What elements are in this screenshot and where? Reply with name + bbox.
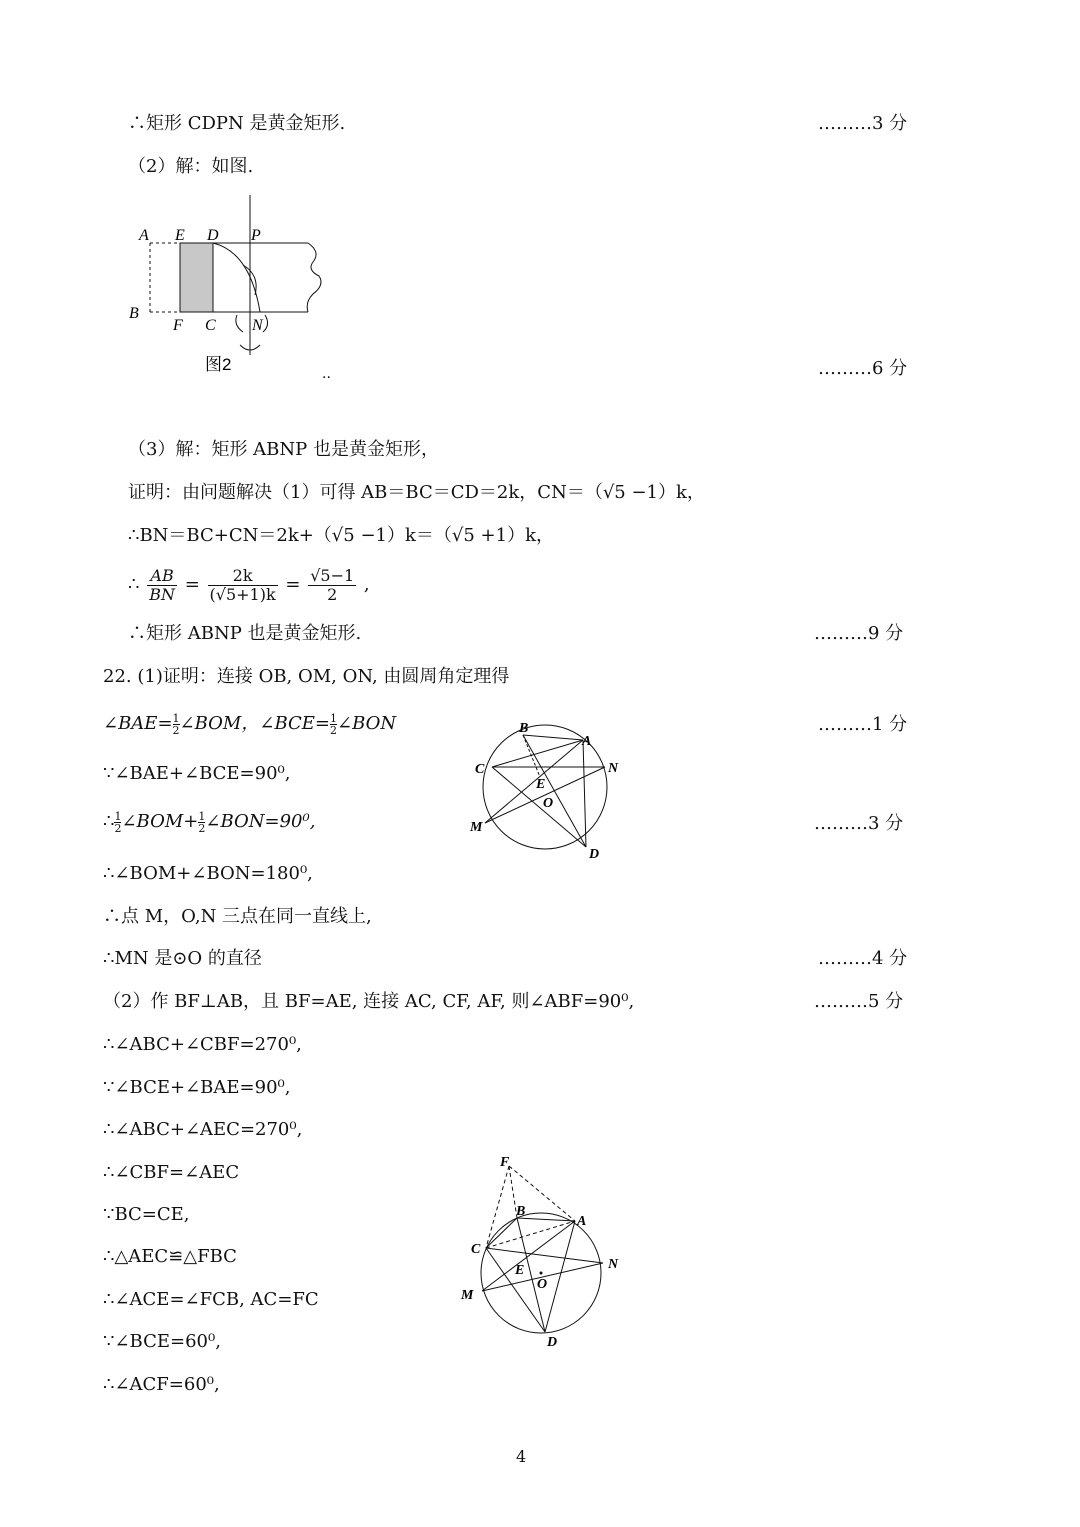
angle-relation-line xyxy=(103,712,396,736)
angle-bon-eq: ∠BON=90⁰, xyxy=(205,811,316,832)
equals-sign-1: = xyxy=(184,574,200,595)
diameter-line: ∴MN 是⊙O 的直径 xyxy=(103,948,262,969)
step-line-5: ∵BC=CE, xyxy=(103,1204,190,1225)
label-E3: E xyxy=(515,1263,525,1278)
label-O3: O xyxy=(537,1277,548,1292)
chord-ad xyxy=(583,740,586,847)
half-num: 1 xyxy=(198,809,206,823)
construction-arc-3 xyxy=(263,315,268,332)
half-num: 1 xyxy=(172,711,180,725)
half-fraction-2 xyxy=(330,713,337,736)
dots-mark: .. xyxy=(322,366,331,382)
label-P: P xyxy=(251,227,261,244)
label-E2: E xyxy=(536,777,546,792)
label-B3: B xyxy=(516,1204,526,1219)
step-line-6: ∴△AEC≌△FBC xyxy=(103,1246,237,1267)
therefore: ∴ xyxy=(103,811,115,832)
angle-bon: ∠BON xyxy=(337,713,397,734)
label-F3: F xyxy=(500,1155,510,1170)
fraction-2k xyxy=(208,567,278,604)
label-C2: C xyxy=(475,762,485,777)
equals-sign-2: = xyxy=(285,574,301,595)
label-A2: A xyxy=(582,734,592,749)
score-5: ………5 分 xyxy=(814,991,904,1012)
page-number: 4 xyxy=(516,1447,527,1466)
chord-mn xyxy=(485,767,605,823)
label-B2: B xyxy=(519,721,529,736)
half-num: 1 xyxy=(330,711,337,725)
therefore-sign: ∴ xyxy=(128,574,140,595)
label-E: E xyxy=(175,227,185,244)
step-line-1: ∴∠ABC+∠CBF=270⁰, xyxy=(103,1034,302,1055)
chord-ma xyxy=(485,740,583,823)
figure-caption: 图2 xyxy=(205,355,232,374)
part3-solution-line: （3）解：矩形 ABNP 也是黄金矩形， xyxy=(128,439,439,460)
sum-180-line: ∴∠BOM+∠BON=180⁰, xyxy=(103,863,313,884)
shaded-square xyxy=(180,243,213,312)
golden-rectangle-figure xyxy=(125,190,345,380)
numerator-2k: 2k xyxy=(208,567,278,586)
wavy-edge xyxy=(307,243,321,312)
proof-line-1: 证明：由问题解决（1）可得 AB＝BC＝CD＝2k，CN＝（√5 −1）k， xyxy=(128,482,705,503)
score-1: ………1 分 xyxy=(818,714,908,735)
half-fraction-1 xyxy=(173,713,180,736)
step-line-4: ∴∠CBF=∠AEC xyxy=(103,1162,240,1183)
chord-ba xyxy=(523,735,583,740)
label-O2: O xyxy=(543,796,554,811)
step-line-8: ∵∠BCE=60⁰, xyxy=(103,1331,221,1352)
denominator-2: 2 xyxy=(327,584,338,604)
denominator-bn: BN xyxy=(149,584,175,604)
denominator-root5-plus-1-k: (√5+1)k xyxy=(209,584,276,604)
numerator-ab: AB xyxy=(147,567,177,586)
fraction-ab-bn xyxy=(147,567,177,604)
center-dot xyxy=(540,1272,543,1275)
label-D: D xyxy=(207,227,219,244)
fraction-golden-ratio xyxy=(308,567,356,604)
numerator-root5-minus-1: √5−1 xyxy=(310,565,355,585)
score-3-a: ………3 分 xyxy=(818,113,908,134)
label-A: A xyxy=(139,227,149,244)
chord-ca xyxy=(492,740,583,767)
half-sum-line xyxy=(103,810,315,834)
score-9: ………9 分 xyxy=(814,623,904,644)
step-line-7: ∴∠ACE=∠FCB, AC=FC xyxy=(103,1289,319,1310)
label-N: N xyxy=(252,317,263,334)
dashed-bo xyxy=(523,735,540,777)
half-den: 2 xyxy=(198,821,206,835)
step-line-2: ∵∠BCE+∠BAE=90⁰, xyxy=(103,1077,291,1098)
dashed-fc xyxy=(486,1166,509,1248)
label-D2: D xyxy=(589,847,600,862)
half-den: 2 xyxy=(172,723,180,737)
collinear-line: ∴点 M，O,N 三点在同一直线上, xyxy=(103,906,372,927)
conclusion-line-2: ∴矩形 ABNP 也是黄金矩形. xyxy=(128,623,362,644)
proof-line-2: ∴BN＝BC+CN＝2k+（√5 −1）k＝（√5 +1）k， xyxy=(128,525,554,546)
because-line-1: ∵∠BAE+∠BCE=90⁰, xyxy=(103,763,291,784)
label-M2: M xyxy=(470,820,483,835)
label-C: C xyxy=(205,317,216,334)
half-den: 2 xyxy=(330,723,337,737)
label-A3: A xyxy=(577,1214,587,1229)
chord-cn-2 xyxy=(486,1248,603,1263)
half-num: 1 xyxy=(114,809,122,823)
label-B: B xyxy=(129,305,139,322)
problem-22-heading: 22. (1)证明：连接 OB, OM, ON, 由圆周角定理得 xyxy=(103,666,510,687)
label-C3: C xyxy=(471,1242,481,1257)
arc-d-n xyxy=(213,243,260,312)
chord-bd xyxy=(523,735,586,847)
score-3-b: ………3 分 xyxy=(814,813,904,834)
angle-bom-bce: ∠BOM，∠BCE= xyxy=(179,713,330,734)
label-M3: M xyxy=(461,1288,474,1303)
chord-ad-2 xyxy=(545,1221,575,1332)
label-N3: N xyxy=(608,1257,619,1272)
score-4: ………4 分 xyxy=(818,948,908,969)
conclusion-line-1: ∴矩形 CDPN 是黄金矩形. xyxy=(128,113,346,134)
step-line-9: ∴∠ACF=60⁰, xyxy=(103,1374,220,1395)
angle-bae: ∠BAE= xyxy=(103,713,173,734)
comma: , xyxy=(363,574,370,595)
label-D3: D xyxy=(547,1335,558,1350)
score-6: ………6 分 xyxy=(818,358,908,379)
fraction-equation xyxy=(128,560,370,610)
angle-bom-plus: ∠BOM+ xyxy=(121,811,199,832)
circle-figure-1 xyxy=(465,715,635,865)
circle-figure-2 xyxy=(455,1148,635,1353)
construction-arc-2 xyxy=(236,315,243,332)
construction-line: （2）作 BF⊥AB，且 BF=AE, 连接 AC, CF, AF, 则∠ABF=90⁰, xyxy=(103,991,635,1012)
half-den: 2 xyxy=(114,821,122,835)
step-line-3: ∴∠ABC+∠AEC=270⁰, xyxy=(103,1119,303,1140)
label-N2: N xyxy=(608,761,619,776)
part2-solution-line: （2）解：如图. xyxy=(128,156,254,177)
label-F: F xyxy=(173,317,183,334)
